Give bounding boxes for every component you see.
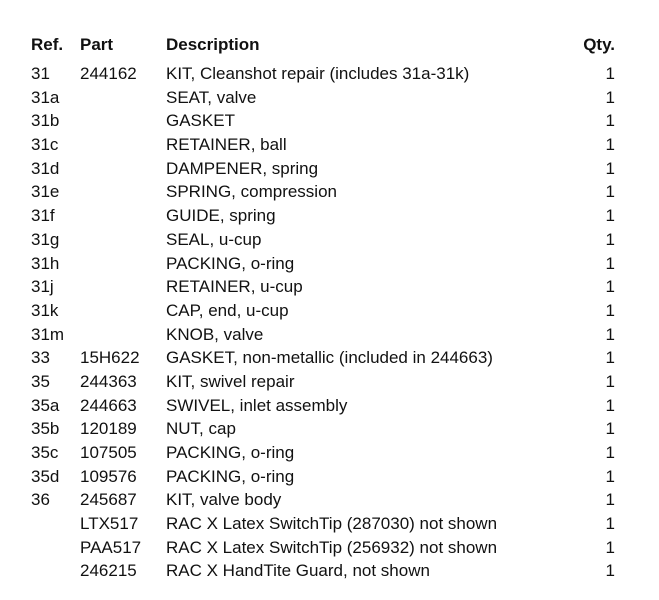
row-description: RAC X HandTite Guard, not shown [166,561,430,581]
row-part: 245687 [80,490,137,510]
row-part: 244162 [80,64,137,83]
table-row [31,346,621,370]
row-qty: 1 [605,206,615,226]
row-ref: 35a [31,395,60,415]
parts-list-table [31,33,621,583]
row-ref: 31f [31,206,55,226]
row-description: NUT, cap [166,419,236,439]
row-part: PAA517 [80,537,142,557]
row-description: GUIDE, spring [166,206,276,226]
row-ref: 36 [31,490,50,510]
table-row [31,323,621,347]
row-description: RETAINER, ball [166,135,287,155]
table-row [31,228,621,252]
row-description: RAC X Latex SwitchTip (287030) not shown [166,514,498,534]
row-description: SEAT, valve [166,87,257,107]
row-description: RETAINER, u-cup [166,277,303,297]
row-part: 244363 [80,371,137,391]
table-row [31,441,621,465]
row-ref: 31j [31,277,54,297]
row-description: KNOB, valve [166,324,264,344]
table-row [31,109,621,133]
row-description: RAC X Latex SwitchTip (256932) not shown [166,537,498,557]
row-ref: 35c [31,443,59,462]
row-ref: 31e [31,182,60,202]
table-row [31,559,621,583]
row-qty: 1 [605,514,615,534]
row-part: 109576 [80,466,137,486]
row-description: SWIVEL, inlet assembly [166,395,348,415]
row-qty: 1 [605,419,615,439]
table-row [31,204,621,228]
row-ref: 31h [31,253,60,273]
header-description: Description [166,35,260,54]
table-row [31,512,621,536]
row-description: KIT, valve body [166,490,282,510]
row-description: GASKET, non-metallic (included in 244663) [166,348,493,368]
row-qty: 1 [605,253,615,273]
header-part: Part [80,35,114,54]
row-qty: 1 [605,300,615,320]
row-ref: 31b [31,111,60,131]
row-ref: 31 [31,64,50,83]
row-qty: 1 [605,466,615,486]
row-description: KIT, Cleanshot repair (includes 31a-31k) [166,64,470,83]
row-description: CAP, end, u-cup [166,300,289,320]
row-part: LTX517 [80,514,139,534]
row-part: 120189 [80,419,137,439]
table-header [31,33,621,57]
table-row [31,299,621,323]
row-part: 246215 [80,561,137,581]
table-row [31,157,621,181]
row-qty: 1 [605,348,615,368]
row-ref: 35b [31,419,60,439]
row-ref: 31k [31,300,59,320]
row-description: PACKING, o-ring [166,443,295,462]
row-description: KIT, swivel repair [166,371,295,391]
table-row [31,394,621,418]
row-qty: 1 [605,324,615,344]
row-qty: 1 [605,158,615,178]
row-qty: 1 [605,561,615,581]
table-row [31,465,621,489]
row-ref: 35 [31,371,50,391]
header-ref: Ref. [31,35,64,54]
row-qty: 1 [605,395,615,415]
row-part: 244663 [80,395,137,415]
table-row [31,252,621,276]
row-qty: 1 [605,182,615,202]
table-row [31,133,621,157]
row-qty: 1 [605,277,615,297]
row-qty: 1 [605,87,615,107]
row-ref: 35d [31,466,60,486]
row-description: GASKET [166,111,235,131]
row-ref: 31c [31,135,59,155]
table-row [31,180,621,204]
table-row [31,86,621,110]
row-description: SEAL, u-cup [166,229,262,249]
table-row [31,488,621,512]
table-row [31,536,621,560]
row-qty: 1 [605,537,615,557]
table-row [31,62,621,86]
row-ref: 31d [31,158,60,178]
row-ref: 31m [31,324,65,344]
row-ref: 31g [31,229,60,249]
row-qty: 1 [605,490,615,510]
table-row [31,370,621,394]
table-row [31,275,621,299]
row-qty: 1 [605,371,615,391]
table-row [31,417,621,441]
row-qty: 1 [605,111,615,131]
row-qty: 1 [605,443,615,462]
row-description: PACKING, o-ring [166,466,295,486]
row-qty: 1 [605,135,615,155]
row-part: 107505 [80,443,137,462]
row-description: SPRING, compression [166,182,337,202]
header-qty: Qty. [583,35,615,54]
row-part: 15H622 [80,348,140,368]
row-description: PACKING, o-ring [166,253,295,273]
row-ref: 33 [31,348,50,368]
table-body [31,62,621,583]
row-ref: 31a [31,87,60,107]
row-description: DAMPENER, spring [166,158,319,178]
row-qty: 1 [605,229,615,249]
row-qty: 1 [605,64,615,83]
